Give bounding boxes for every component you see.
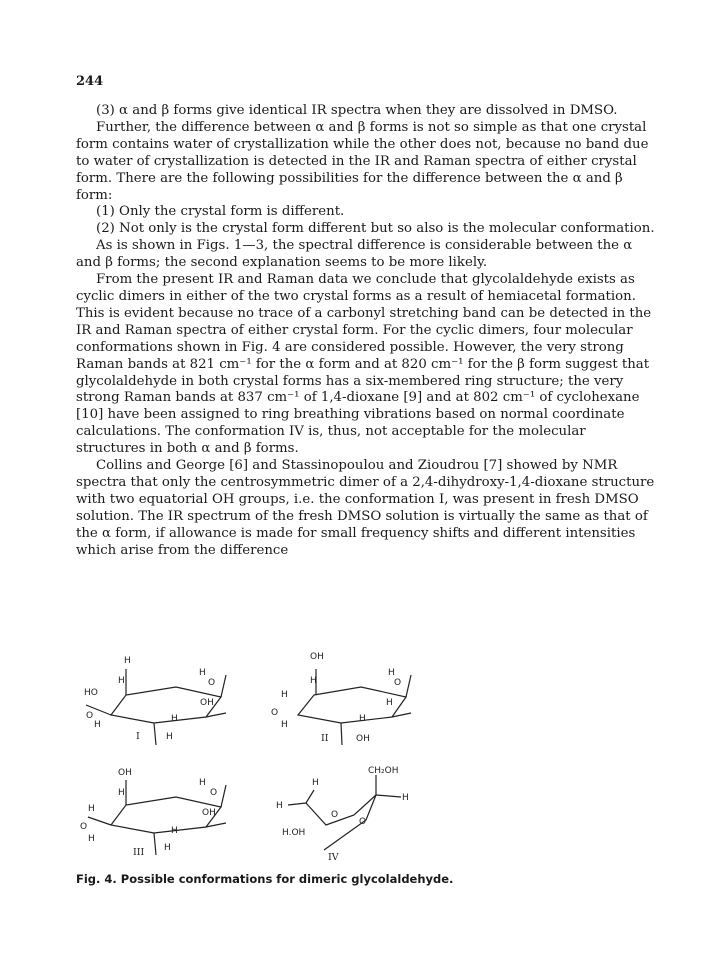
body-text — [76, 103, 658, 559]
structure-IV — [276, 766, 409, 863]
atom-label: H — [388, 668, 395, 678]
atom-label: OH — [310, 652, 324, 662]
atom-label: H — [94, 720, 101, 730]
structure-I — [84, 656, 226, 745]
figure-caption: Fig. 4. Possible conformations for dimeric glycolaldehyde. — [76, 872, 454, 886]
atom-label: H — [199, 778, 206, 788]
atom-label: OH — [356, 734, 370, 744]
atom-label: HO — [84, 688, 98, 698]
atom-label: H — [359, 714, 366, 724]
atom-label: H — [118, 788, 125, 798]
atom-label: H — [310, 676, 317, 686]
conformation-numeral: II — [321, 733, 329, 744]
conformation-numeral: IV — [328, 852, 339, 863]
structure-III — [80, 768, 226, 858]
atom-label: H — [171, 826, 178, 836]
conformation-numeral: I — [136, 731, 140, 742]
atom-label: O — [359, 817, 367, 827]
paragraph: (1) Only the crystal form is different. — [96, 204, 345, 220]
atom-label: O — [86, 711, 94, 721]
atom-label: H — [124, 656, 131, 666]
atom-label: H — [88, 834, 95, 844]
paragraph: Further, the difference between α and β forms is not so simple as that one crystal form contains water of crystallization while the other does not, because no band due to water of crystallization is detected in the IR and Raman spectra of either crystal form. There are the following possibilities for the difference between the α and β form: — [76, 119, 649, 203]
conformation-numeral: III — [133, 847, 145, 858]
atom-label: H — [312, 778, 319, 788]
conformation-diagrams — [76, 645, 636, 875]
atom-label: OH — [200, 698, 214, 708]
page-number: 244 — [76, 74, 104, 89]
figure-4 — [76, 645, 636, 875]
atom-label: OH — [202, 808, 216, 818]
atom-label: H.OH — [282, 828, 306, 838]
atom-label: H — [88, 804, 95, 814]
paragraph: As is shown in Figs. 1—3, the spectral difference is considerable between the α and β forms; the second explanation seems to be more likely. — [76, 238, 633, 271]
atom-label: O — [210, 788, 218, 798]
paragraph: Collins and George [6] and Stassinopoulou and Zioudrou [7] showed by NMR spectra that only the centrosymmetric dimer of a 2,4-dihydroxy-1,4-dioxane structure with two equatorial OH groups, i.e. the conformation I, was present in fresh DMSO solution. The IR spectrum of the fresh DMSO solution is virtually the same as that of the α form, if allowance is made for small frequency shifts and different intensities which arise from the difference — [76, 458, 655, 558]
paragraph: From the present IR and Raman data we conclude that glycolaldehyde exists as cyclic dimers in either of the two crystal forms as a result of hemiacetal formation. This is evident because no trace of a carbonyl stretching band can be detected in the IR and Raman spectra of either crystal form. For the cyclic dimers, four molecular conformations shown in Fig. 4 are considered possible. However, the very strong Raman bands at 821 cm⁻¹ for the α form and at 820 cm⁻¹ for the β form suggest that glycolaldehyde in both crystal forms has a six-membered ring structure; the very strong Raman bands at 837 cm⁻¹ of 1,4-dioxane [9] and at 802 cm⁻¹ of cyclohexane [10] have been assigned to ring breathing vibrations based on normal coordinate calculations. The conformation IV is, thus, not acceptable for the molecular structures in both α and β forms. — [76, 272, 652, 457]
atom-label: OH — [118, 768, 132, 778]
atom-label: O — [271, 708, 279, 718]
atom-label: H — [166, 732, 173, 742]
atom-label: H — [402, 793, 409, 803]
paragraph: (2) Not only is the crystal form different but so also is the molecular conformation. — [96, 221, 655, 237]
atom-label: H — [171, 714, 178, 724]
atom-label: H — [386, 698, 393, 708]
atom-label: H — [276, 801, 283, 811]
atom-label: CH₂OH — [368, 766, 399, 776]
paragraph: (3) α and β forms give identical IR spectra when they are dissolved in DMSO. — [96, 103, 618, 118]
atom-label: H — [118, 676, 125, 686]
atom-label: H — [281, 690, 288, 700]
atom-label: O — [394, 678, 402, 688]
atom-label: O — [208, 678, 216, 688]
atom-label: H — [199, 668, 206, 678]
structure-II — [271, 652, 411, 745]
atom-label: O — [331, 810, 339, 820]
atom-label: H — [281, 720, 288, 730]
atom-label: H — [164, 843, 171, 853]
atom-label: O — [80, 822, 88, 832]
